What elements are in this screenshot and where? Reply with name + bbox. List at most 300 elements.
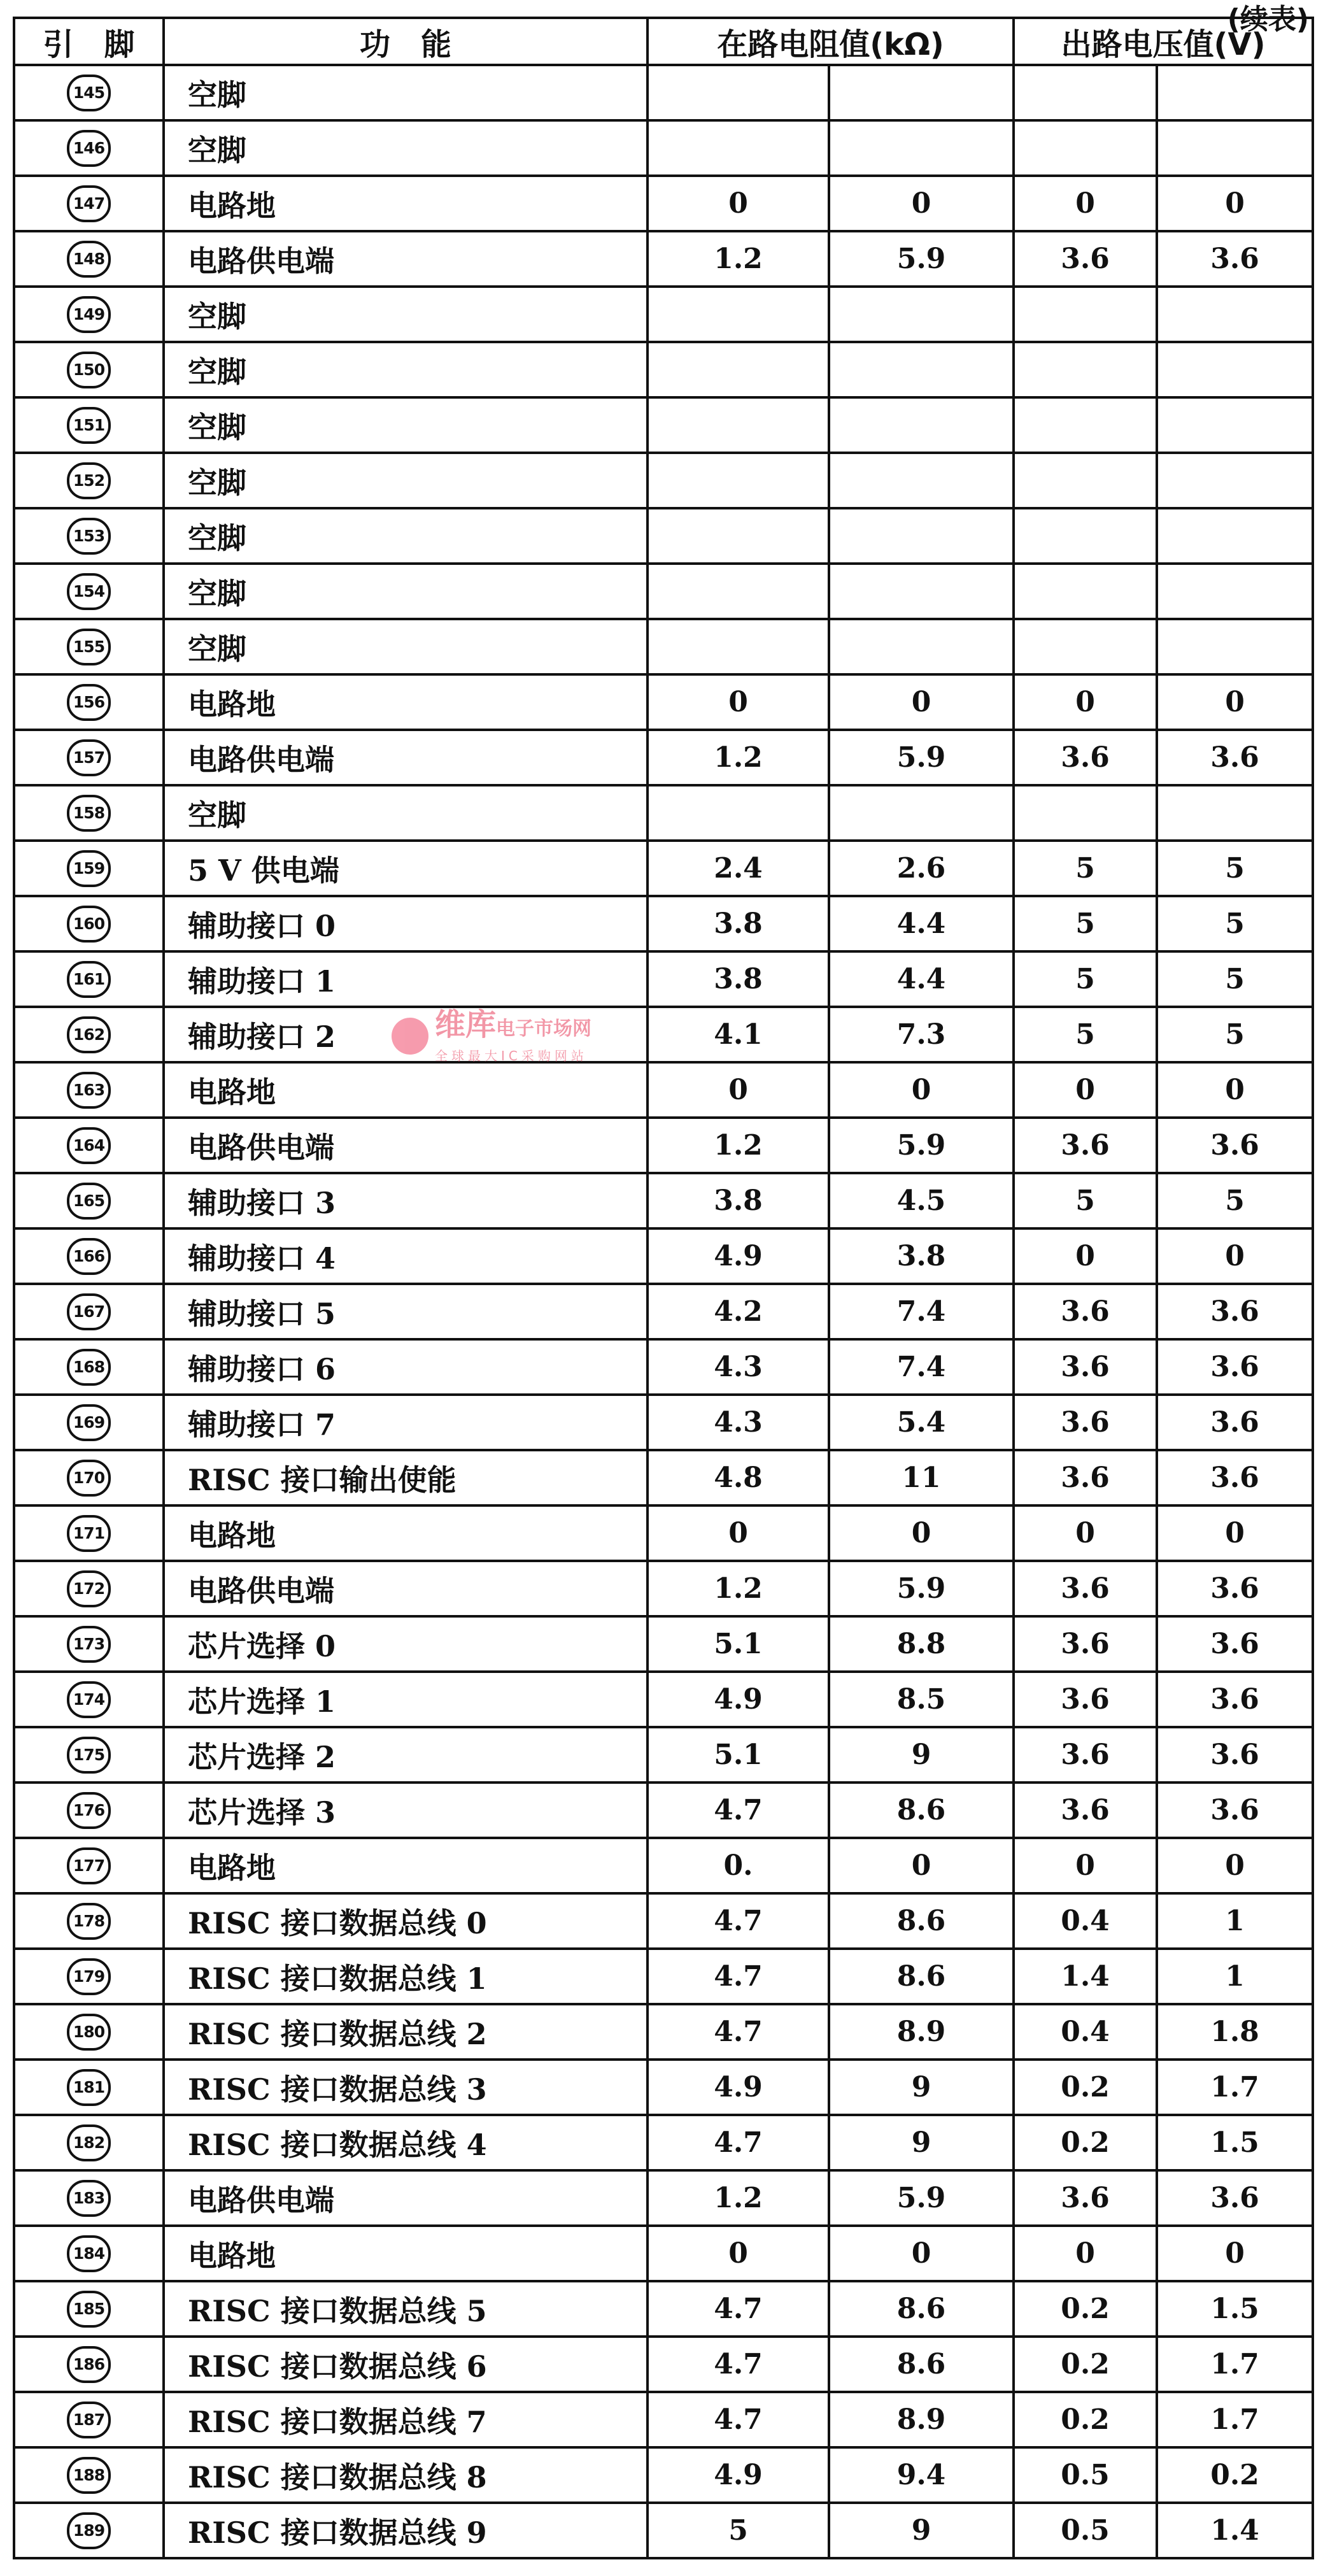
voltage-cell-1: 0 <box>1014 2226 1157 2281</box>
voltage-cell-2: 1.5 <box>1157 2115 1313 2170</box>
pin-number: 177 <box>67 1847 111 1884</box>
pin-number: 153 <box>67 518 111 555</box>
header-resistance: 在路电阻值(kΩ) <box>647 18 1014 65</box>
resistance-cell-2: 11 <box>829 1450 1014 1505</box>
resistance-cell-1 <box>647 65 829 120</box>
resistance-cell-1: 0 <box>647 176 829 231</box>
resistance-cell-1: 4.7 <box>647 1893 829 1949</box>
resistance-cell-2: 5.9 <box>829 1118 1014 1173</box>
table-row <box>14 1395 1313 1450</box>
table-row <box>14 730 1313 785</box>
pin-number: 163 <box>67 1072 111 1109</box>
function-cell: RISC 接口数据总线 6 <box>164 2337 647 2392</box>
voltage-cell-2: 0 <box>1157 1505 1313 1561</box>
resistance-cell-2: 5.9 <box>829 231 1014 287</box>
function-cell: RISC 接口数据总线 2 <box>164 2004 647 2060</box>
pin-cell <box>14 1561 164 1616</box>
function-cell: 辅助接口 5 <box>164 1284 647 1339</box>
function-cell: 电路供电端 <box>164 1118 647 1173</box>
voltage-cell-2: 1.5 <box>1157 2281 1313 2337</box>
function-cell: 空脚 <box>164 65 647 120</box>
resistance-cell-1: 5 <box>647 2503 829 2558</box>
pin-cell <box>14 1395 164 1450</box>
function-cell: 辅助接口 1 <box>164 951 647 1007</box>
resistance-cell-2: 4.4 <box>829 951 1014 1007</box>
pin-number: 146 <box>67 130 111 167</box>
table-row <box>14 2447 1313 2503</box>
table-row <box>14 1561 1313 1616</box>
voltage-cell-1: 3.6 <box>1014 1395 1157 1450</box>
table-row <box>14 1505 1313 1561</box>
resistance-cell-2 <box>829 619 1014 674</box>
pin-cell <box>14 2115 164 2170</box>
resistance-cell-2: 0 <box>829 1838 1014 1893</box>
pin-cell <box>14 2392 164 2447</box>
resistance-cell-1 <box>647 120 829 176</box>
resistance-cell-1: 4.9 <box>647 2060 829 2115</box>
resistance-cell-2: 5.4 <box>829 1395 1014 1450</box>
voltage-cell-1: 1.4 <box>1014 1949 1157 2004</box>
pin-cell <box>14 2337 164 2392</box>
voltage-cell-1: 5 <box>1014 1007 1157 1062</box>
table-row <box>14 1007 1313 1062</box>
voltage-cell-1: 0.2 <box>1014 2337 1157 2392</box>
voltage-cell-2: 3.6 <box>1157 1118 1313 1173</box>
resistance-cell-2: 8.6 <box>829 1893 1014 1949</box>
voltage-cell-1 <box>1014 785 1157 841</box>
voltage-cell-2 <box>1157 564 1313 619</box>
resistance-cell-2 <box>829 785 1014 841</box>
resistance-cell-2 <box>829 287 1014 342</box>
voltage-cell-1: 0.5 <box>1014 2447 1157 2503</box>
pin-number: 171 <box>67 1515 111 1552</box>
resistance-cell-1: 4.7 <box>647 1783 829 1838</box>
pin-number: 181 <box>67 2069 111 2106</box>
pin-number: 180 <box>67 2014 111 2051</box>
pin-number: 168 <box>67 1349 111 1386</box>
voltage-cell-1: 0 <box>1014 176 1157 231</box>
table-row <box>14 841 1313 896</box>
pin-number: 154 <box>67 573 111 610</box>
voltage-cell-1 <box>1014 342 1157 397</box>
resistance-cell-2: 4.4 <box>829 896 1014 951</box>
pin-cell <box>14 785 164 841</box>
pin-number: 165 <box>67 1183 111 1220</box>
resistance-cell-2: 5.9 <box>829 1561 1014 1616</box>
voltage-cell-1: 5 <box>1014 1173 1157 1228</box>
pin-cell <box>14 176 164 231</box>
voltage-cell-1: 5 <box>1014 951 1157 1007</box>
resistance-cell-1: 5.1 <box>647 1616 829 1672</box>
table-row <box>14 2392 1313 2447</box>
voltage-cell-2: 3.6 <box>1157 2170 1313 2226</box>
voltage-cell-1: 3.6 <box>1014 1284 1157 1339</box>
table-row <box>14 2060 1313 2115</box>
pin-cell <box>14 841 164 896</box>
pin-cell <box>14 2226 164 2281</box>
resistance-cell-2: 8.5 <box>829 1672 1014 1727</box>
function-cell: 辅助接口 6 <box>164 1339 647 1395</box>
voltage-cell-2: 3.6 <box>1157 1727 1313 1783</box>
pin-cell <box>14 1339 164 1395</box>
voltage-cell-2: 0 <box>1157 1838 1313 1893</box>
function-cell: 空脚 <box>164 564 647 619</box>
resistance-cell-1: 2.4 <box>647 841 829 896</box>
pin-cell <box>14 2503 164 2558</box>
resistance-cell-1: 4.3 <box>647 1395 829 1450</box>
voltage-cell-2: 1.7 <box>1157 2060 1313 2115</box>
pin-cell <box>14 2004 164 2060</box>
voltage-cell-2 <box>1157 342 1313 397</box>
table-row <box>14 2226 1313 2281</box>
resistance-cell-2: 8.6 <box>829 2281 1014 2337</box>
voltage-cell-2: 1.8 <box>1157 2004 1313 2060</box>
pin-cell <box>14 287 164 342</box>
pin-number: 151 <box>67 407 111 444</box>
voltage-cell-2: 0 <box>1157 176 1313 231</box>
voltage-cell-2: 0 <box>1157 2226 1313 2281</box>
table-row <box>14 2170 1313 2226</box>
function-cell: 电路供电端 <box>164 231 647 287</box>
function-cell: 辅助接口 0 <box>164 896 647 951</box>
voltage-cell-1: 3.6 <box>1014 1450 1157 1505</box>
voltage-cell-2: 5 <box>1157 951 1313 1007</box>
function-cell: RISC 接口数据总线 9 <box>164 2503 647 2558</box>
function-cell: 电路地 <box>164 1505 647 1561</box>
function-cell: 电路地 <box>164 1062 647 1118</box>
pin-cell <box>14 1007 164 1062</box>
pin-number: 159 <box>67 850 111 887</box>
function-cell: 芯片选择 0 <box>164 1616 647 1672</box>
resistance-cell-1: 0 <box>647 1062 829 1118</box>
pin-cell <box>14 1505 164 1561</box>
function-cell: RISC 接口数据总线 5 <box>164 2281 647 2337</box>
voltage-cell-2: 1.7 <box>1157 2337 1313 2392</box>
function-cell: 芯片选择 3 <box>164 1783 647 1838</box>
pin-cell <box>14 120 164 176</box>
resistance-cell-1: 3.8 <box>647 896 829 951</box>
pin-cell <box>14 2447 164 2503</box>
voltage-cell-2 <box>1157 453 1313 508</box>
voltage-cell-1: 3.6 <box>1014 1118 1157 1173</box>
header-pin: 引 脚 <box>14 18 164 65</box>
voltage-cell-2: 5 <box>1157 1173 1313 1228</box>
resistance-cell-2: 9.4 <box>829 2447 1014 2503</box>
table-row <box>14 674 1313 730</box>
voltage-cell-2: 1 <box>1157 1893 1313 1949</box>
voltage-cell-2: 5 <box>1157 896 1313 951</box>
resistance-cell-1: 4.7 <box>647 2392 829 2447</box>
header-function: 功 能 <box>164 18 647 65</box>
resistance-cell-1 <box>647 564 829 619</box>
resistance-cell-1: 4.7 <box>647 2004 829 2060</box>
table-row <box>14 1228 1313 1284</box>
pin-number: 150 <box>67 352 111 388</box>
resistance-cell-1: 4.9 <box>647 1672 829 1727</box>
resistance-cell-1: 4.1 <box>647 1007 829 1062</box>
pin-cell <box>14 342 164 397</box>
function-cell: 电路供电端 <box>164 2170 647 2226</box>
voltage-cell-1: 3.6 <box>1014 1672 1157 1727</box>
pin-number: 176 <box>67 1792 111 1829</box>
resistance-cell-2: 8.9 <box>829 2004 1014 2060</box>
resistance-cell-2: 9 <box>829 2115 1014 2170</box>
resistance-cell-2: 5.9 <box>829 2170 1014 2226</box>
resistance-cell-1: 4.9 <box>647 1228 829 1284</box>
voltage-cell-1: 3.6 <box>1014 1727 1157 1783</box>
voltage-cell-1: 3.6 <box>1014 1616 1157 1672</box>
function-cell: 辅助接口 7 <box>164 1395 647 1450</box>
pin-cell <box>14 1062 164 1118</box>
voltage-cell-2: 3.6 <box>1157 231 1313 287</box>
table-row <box>14 453 1313 508</box>
resistance-cell-1: 0. <box>647 1838 829 1893</box>
resistance-cell-1 <box>647 397 829 453</box>
resistance-cell-2: 0 <box>829 1505 1014 1561</box>
function-cell: RISC 接口数据总线 3 <box>164 2060 647 2115</box>
table-header-row <box>14 18 1313 65</box>
pin-number: 179 <box>67 1958 111 1995</box>
table-row <box>14 2337 1313 2392</box>
table-row <box>14 2281 1313 2337</box>
pin-cell <box>14 65 164 120</box>
pin-cell <box>14 1616 164 1672</box>
function-cell: 空脚 <box>164 453 647 508</box>
resistance-cell-2 <box>829 508 1014 564</box>
pin-number: 182 <box>67 2124 111 2161</box>
pin-number: 170 <box>67 1460 111 1497</box>
resistance-cell-2: 9 <box>829 1727 1014 1783</box>
pin-number: 175 <box>67 1737 111 1774</box>
pin-number: 162 <box>67 1016 111 1053</box>
pin-number: 189 <box>67 2512 111 2549</box>
resistance-cell-2: 0 <box>829 1062 1014 1118</box>
resistance-cell-1: 1.2 <box>647 1561 829 1616</box>
pin-cell <box>14 508 164 564</box>
voltage-cell-1: 0 <box>1014 1838 1157 1893</box>
continued-label: (续表) <box>1227 3 1309 36</box>
pin-cell <box>14 1672 164 1727</box>
voltage-cell-2: 3.6 <box>1157 1561 1313 1616</box>
resistance-cell-1 <box>647 287 829 342</box>
voltage-cell-2 <box>1157 287 1313 342</box>
resistance-cell-1: 4.9 <box>647 2447 829 2503</box>
pin-cell <box>14 1727 164 1783</box>
voltage-cell-1: 0.2 <box>1014 2392 1157 2447</box>
voltage-cell-1: 0.5 <box>1014 2503 1157 2558</box>
pin-number: 155 <box>67 629 111 665</box>
table-row <box>14 1727 1313 1783</box>
voltage-cell-1: 0.4 <box>1014 1893 1157 1949</box>
resistance-cell-1: 4.7 <box>647 2281 829 2337</box>
pin-number: 158 <box>67 795 111 832</box>
pin-number: 172 <box>67 1570 111 1607</box>
voltage-cell-1: 0 <box>1014 674 1157 730</box>
function-cell: RISC 接口数据总线 4 <box>164 2115 647 2170</box>
pin-cell <box>14 951 164 1007</box>
table-row <box>14 1062 1313 1118</box>
resistance-cell-2: 8.8 <box>829 1616 1014 1672</box>
resistance-cell-1: 4.7 <box>647 1949 829 2004</box>
pin-number: 145 <box>67 75 111 111</box>
table-row <box>14 397 1313 453</box>
function-cell: 芯片选择 2 <box>164 1727 647 1783</box>
table-row <box>14 120 1313 176</box>
resistance-cell-2 <box>829 397 1014 453</box>
resistance-cell-2: 5.9 <box>829 730 1014 785</box>
table-row <box>14 1284 1313 1339</box>
watermark-site: 电子市场网 <box>496 1018 592 1040</box>
function-cell: RISC 接口数据总线 0 <box>164 1893 647 1949</box>
function-cell: 辅助接口 4 <box>164 1228 647 1284</box>
table-row <box>14 1838 1313 1893</box>
voltage-cell-1 <box>1014 397 1157 453</box>
table-row <box>14 1173 1313 1228</box>
function-cell: 电路供电端 <box>164 1561 647 1616</box>
pin-cell <box>14 896 164 951</box>
voltage-cell-2 <box>1157 65 1313 120</box>
pin-number: 178 <box>67 1903 111 1940</box>
function-cell: 空脚 <box>164 120 647 176</box>
voltage-cell-2 <box>1157 120 1313 176</box>
resistance-cell-2: 0 <box>829 2226 1014 2281</box>
header-voltage: 出路电压值(V) <box>1014 18 1313 65</box>
resistance-cell-1: 1.2 <box>647 231 829 287</box>
function-cell: 电路地 <box>164 674 647 730</box>
table-row <box>14 231 1313 287</box>
pin-number: 156 <box>67 684 111 721</box>
function-cell: RISC 接口数据总线 1 <box>164 1949 647 2004</box>
pin-cell <box>14 453 164 508</box>
pin-cell <box>14 730 164 785</box>
resistance-cell-1: 0 <box>647 674 829 730</box>
resistance-cell-2 <box>829 453 1014 508</box>
pin-cell <box>14 1893 164 1949</box>
pin-function-table <box>13 17 1314 2559</box>
resistance-cell-2: 0 <box>829 674 1014 730</box>
function-cell: 电路地 <box>164 1838 647 1893</box>
pin-number: 183 <box>67 2180 111 2217</box>
pin-number: 157 <box>67 739 111 776</box>
pin-cell <box>14 1118 164 1173</box>
pin-number: 186 <box>67 2346 111 2383</box>
resistance-cell-1 <box>647 785 829 841</box>
resistance-cell-1: 1.2 <box>647 1118 829 1173</box>
pin-cell <box>14 2060 164 2115</box>
voltage-cell-2: 3.6 <box>1157 1450 1313 1505</box>
pin-cell <box>14 1228 164 1284</box>
function-cell: 电路供电端 <box>164 730 647 785</box>
voltage-cell-2: 0 <box>1157 1062 1313 1118</box>
function-cell: 芯片选择 1 <box>164 1672 647 1727</box>
voltage-cell-2 <box>1157 508 1313 564</box>
table-row <box>14 1118 1313 1173</box>
resistance-cell-1 <box>647 619 829 674</box>
voltage-cell-2: 0 <box>1157 674 1313 730</box>
resistance-cell-2: 7.4 <box>829 1339 1014 1395</box>
table-row <box>14 1450 1313 1505</box>
function-cell: RISC 接口输出使能 <box>164 1450 647 1505</box>
voltage-cell-1 <box>1014 287 1157 342</box>
resistance-cell-2: 0 <box>829 176 1014 231</box>
table-row <box>14 564 1313 619</box>
function-cell: 空脚 <box>164 785 647 841</box>
voltage-cell-2: 5 <box>1157 1007 1313 1062</box>
function-cell: 空脚 <box>164 508 647 564</box>
resistance-cell-2: 9 <box>829 2060 1014 2115</box>
function-cell: 空脚 <box>164 342 647 397</box>
voltage-cell-1: 3.6 <box>1014 1339 1157 1395</box>
resistance-cell-1: 0 <box>647 1505 829 1561</box>
pin-number: 149 <box>67 296 111 333</box>
table-row <box>14 508 1313 564</box>
pin-number: 152 <box>67 462 111 499</box>
resistance-cell-2: 8.6 <box>829 1949 1014 2004</box>
resistance-cell-1: 4.8 <box>647 1450 829 1505</box>
resistance-cell-1 <box>647 508 829 564</box>
voltage-cell-1: 3.6 <box>1014 1561 1157 1616</box>
voltage-cell-2: 3.6 <box>1157 730 1313 785</box>
resistance-cell-1: 4.2 <box>647 1284 829 1339</box>
pin-number: 148 <box>67 241 111 278</box>
resistance-cell-2: 4.5 <box>829 1173 1014 1228</box>
voltage-cell-1 <box>1014 65 1157 120</box>
table-row <box>14 2503 1313 2558</box>
voltage-cell-2: 0 <box>1157 1228 1313 1284</box>
resistance-cell-2: 7.3 <box>829 1007 1014 1062</box>
pin-cell <box>14 1450 164 1505</box>
table-row <box>14 65 1313 120</box>
pin-number: 173 <box>67 1626 111 1663</box>
voltage-cell-1 <box>1014 564 1157 619</box>
voltage-cell-2: 0.2 <box>1157 2447 1313 2503</box>
resistance-cell-2: 2.6 <box>829 841 1014 896</box>
voltage-cell-1 <box>1014 453 1157 508</box>
table-row <box>14 342 1313 397</box>
resistance-cell-1: 3.8 <box>647 951 829 1007</box>
pin-number: 187 <box>67 2402 111 2438</box>
table-row <box>14 176 1313 231</box>
voltage-cell-1: 3.6 <box>1014 1783 1157 1838</box>
pin-cell <box>14 564 164 619</box>
pin-number: 185 <box>67 2291 111 2328</box>
resistance-cell-2 <box>829 342 1014 397</box>
watermark-sub: 全球最大IC采购网站 <box>435 1048 588 1064</box>
function-cell: RISC 接口数据总线 7 <box>164 2392 647 2447</box>
resistance-cell-2: 7.4 <box>829 1284 1014 1339</box>
voltage-cell-2: 1 <box>1157 1949 1313 2004</box>
pin-number: 164 <box>67 1127 111 1164</box>
table-row <box>14 785 1313 841</box>
voltage-cell-2: 1.4 <box>1157 2503 1313 2558</box>
voltage-cell-1: 3.6 <box>1014 730 1157 785</box>
voltage-cell-2: 1.7 <box>1157 2392 1313 2447</box>
voltage-cell-1 <box>1014 120 1157 176</box>
voltage-cell-1: 0 <box>1014 1062 1157 1118</box>
table-row <box>14 2004 1313 2060</box>
table-row <box>14 1783 1313 1838</box>
voltage-cell-1: 0.2 <box>1014 2281 1157 2337</box>
voltage-cell-2: 3.6 <box>1157 1783 1313 1838</box>
table-row <box>14 2115 1313 2170</box>
resistance-cell-2: 8.9 <box>829 2392 1014 2447</box>
pin-number: 188 <box>67 2457 111 2494</box>
function-cell: 空脚 <box>164 619 647 674</box>
pin-number: 160 <box>67 906 111 943</box>
voltage-cell-1: 0 <box>1014 1228 1157 1284</box>
resistance-cell-1: 0 <box>647 2226 829 2281</box>
pin-cell <box>14 1173 164 1228</box>
